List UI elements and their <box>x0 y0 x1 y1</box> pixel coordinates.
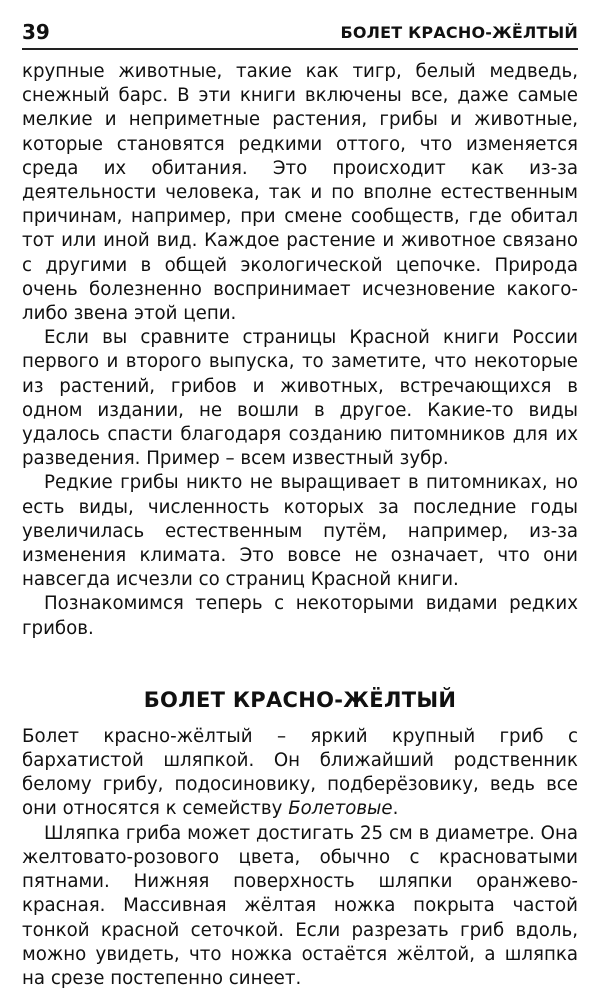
species-intro-end: . <box>392 798 399 820</box>
paragraph-rare-fungi: Редкие грибы никто не выращивает в питомниках, но есть виды, численность которых за последние годы увеличилась естественным путём, например, из-за изменения климата. Это вовсе не означает, что они навсегда исчезли со страниц Красной книги. <box>22 472 578 591</box>
page-number: 39 <box>22 20 50 44</box>
species-intro-text: Болет красно-жёлтый – яркий крупный гриб с бархатистой шляпкой. Он ближайший родственник белому грибу, подосиновику, подберёзовику, ведь все они относятся к семейству <box>22 725 578 820</box>
running-title: БОЛЕТ КРАСНО-ЖЁЛТЫЙ <box>340 23 578 42</box>
family-name: Болетовые <box>288 798 393 820</box>
section-title: БОЛЕТ КРАСНО-ЖЁЛТЫЙ <box>143 687 457 712</box>
page-header <box>22 18 578 50</box>
paragraph-species-description: Шляпка гриба может достигать 25 см в диаметре. Она желтовато-розового цвета, обычно с красноватыми пятнами. Нижняя поверхность шляпки оранжево-красная. Массивная жёлтая ножка покрыта частой тонкой красной сеточкой. Если разрезать гриб вдоль, можно увидеть, что ножка остаётся жёлтой, а шляпка на срезе постепенно синеет. <box>22 822 578 989</box>
paragraph-species-intro <box>22 725 578 822</box>
paragraph-introduction: Познакомимся теперь с некоторыми видами редких грибов. <box>22 593 578 639</box>
page-body <box>22 60 578 991</box>
paragraph-continuation: крупные животные, такие как тигр, белый медведь, снежный барс. В эти книги включены все, даже самые мелкие и неприметные растения, грибы и животные, которые становятся редкими оттого, что изменяется среда их обитания. Это происходит как из-за деятельности человека, так и по вполне естественным причинам, например, при смене сообществ, где обитал тот или иной вид. Каждое растение и животное связано с другими в общей экологической цепочке. Природа очень болезненно воспринимает исчезновение какого-либо звена этой цепи. <box>22 61 578 325</box>
paragraph-red-book-editions: Если вы сравните страницы Красной книги России первого и второго выпуска, то заметите, что некоторые из растений, грибов и животных, встречающихся в одном издании, не вошли в другое. Какие-то виды удалось спасти благодаря созданию питомников для их разведения. Пример – всем известный зубр. <box>22 327 578 470</box>
